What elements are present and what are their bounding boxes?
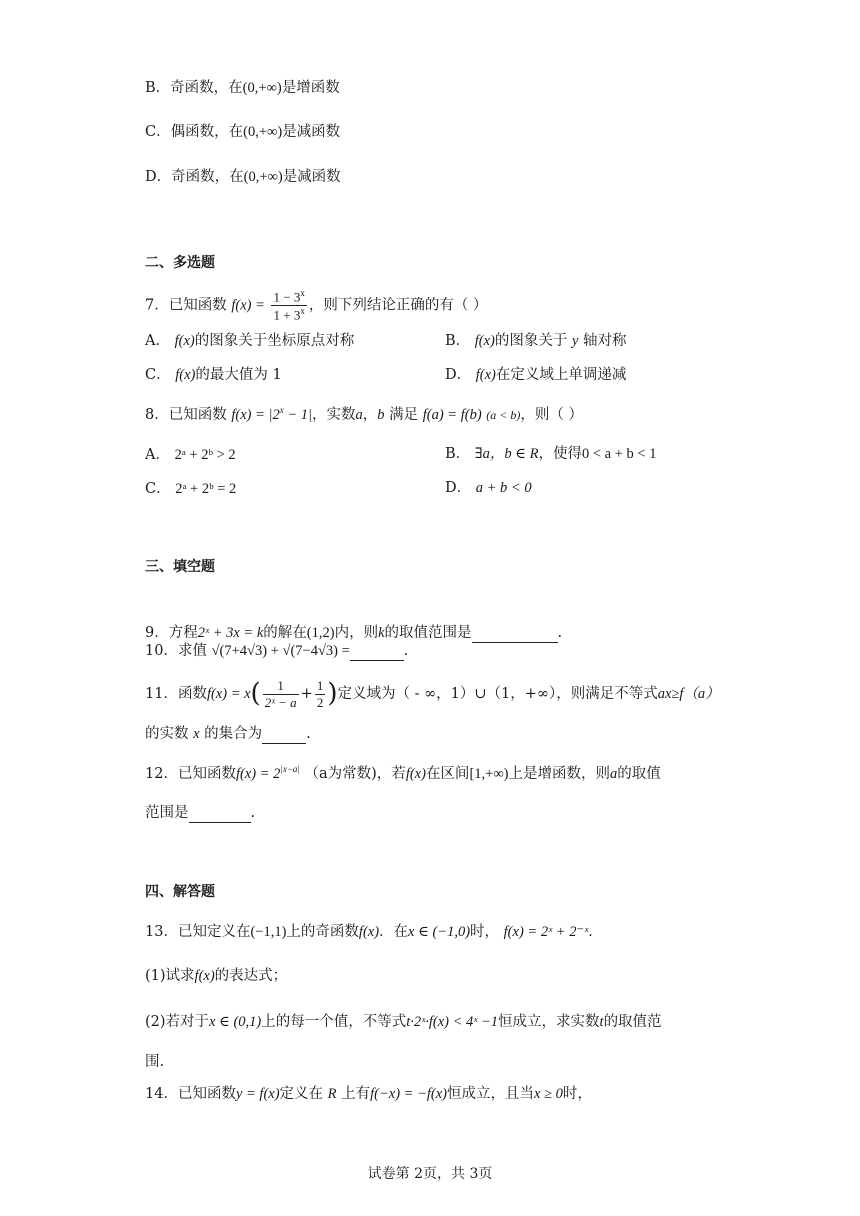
question-12-line2: 范围是 . [145, 805, 255, 823]
question-10-actual: 10．求值 √(7+4√3) + √(7−4√3) = . [145, 643, 408, 661]
sqrt-expression: √(7+4√3) + √(7−4√3) = [211, 643, 350, 659]
q8-option-d: D． a + b < 0 [445, 480, 532, 496]
question-11: 11．函数f(x) = x( $\frac{1}{\text{2ˣ − a}}$ + $\frac{1}{2}$ )定义域为（ - ∞，1）∪（1，+∞），则满足不等式ax≥f（a） [145, 678, 720, 710]
question-13-part2: (2)若对于x ∈ (0,1)上的每一个值，不等式t·2ˣ·f(x) < 4ˣ −1恒成立，求实数t的取值范 [145, 1014, 662, 1030]
question-12: 12．已知函数$f(x) = 2^{|x-a|}$ （a为常数)，若f(x)在区间[1,+∞)上是增函数，则a的取值 [145, 764, 661, 782]
question-11-line2: 的实数 x 的集合为 . [145, 726, 311, 744]
section-title-solutions: 四、解答题 [145, 884, 215, 900]
option-b-prev: B．奇函数，在(0,+∞)是增函数 [145, 80, 340, 96]
section-title-fill-in: 三、填空题 [145, 559, 215, 575]
answer-blank[interactable] [472, 625, 558, 643]
question-14: 14．已知函数y = f(x)定义在 R 上有f(−x) = −f(x)恒成立，且当x ≥ 0时， [145, 1086, 592, 1102]
option-c-prev: C．偶函数，在(0,+∞)是减函数 [145, 124, 341, 140]
question-13-part1: (1)试求f(x)的表达式； [145, 968, 288, 984]
question-13-part2-line2: 围. [145, 1054, 165, 1070]
q7-option-c: C． f(x)的最大值为 1 [145, 367, 282, 383]
question-13: 13．已知定义在(−1,1)上的奇函数f(x)．在x ∈ (−1,0)时， f(x) = 2ˣ + 2⁻ˣ． [145, 924, 603, 940]
page-footer: 试卷第 2页，共 3页 [367, 1166, 493, 1182]
q7-option-b: B． f(x)的图象关于 y 轴对称 [445, 333, 627, 349]
fraction: $\frac{1 - 3^x}{1 + 3^x}$ [273, 288, 305, 323]
q8-option-b: B． ∃a，b ∈ R，使得0 < a + b < 1 [445, 446, 657, 462]
question-7: 7．已知函数 f(x) = $\frac{1 - 3^x}{1 + 3^x}$ ，则下列结论正确的有（ ） [145, 288, 488, 323]
answer-blank[interactable] [262, 726, 306, 744]
q8-option-c: C． 2ᵃ + 2ᵇ = 2 [145, 481, 237, 497]
option-d-prev: D．奇函数，在(0,+∞)是减函数 [145, 169, 341, 185]
q8-option-a: A． 2ᵃ + 2ᵇ > 2 [145, 447, 236, 463]
section-title-multiple-choice: 二、多选题 [145, 255, 215, 271]
answer-blank[interactable] [189, 805, 251, 823]
question-8: 8．已知函数 $f(x) = |2^x - 1|$，实数a，b 满足 f(a) = f(b) (a < b)，则（ ） [145, 405, 583, 423]
q7-option-d: D． f(x)在定义域上单调递减 [445, 367, 627, 383]
q7-option-a: A． f(x)的图象关于坐标原点对称 [145, 333, 355, 349]
question-9: 9．方程2ˣ + 3x = k的解在(1,2)内，则k的取值范围是 . [145, 625, 562, 643]
answer-blank[interactable] [350, 643, 404, 661]
